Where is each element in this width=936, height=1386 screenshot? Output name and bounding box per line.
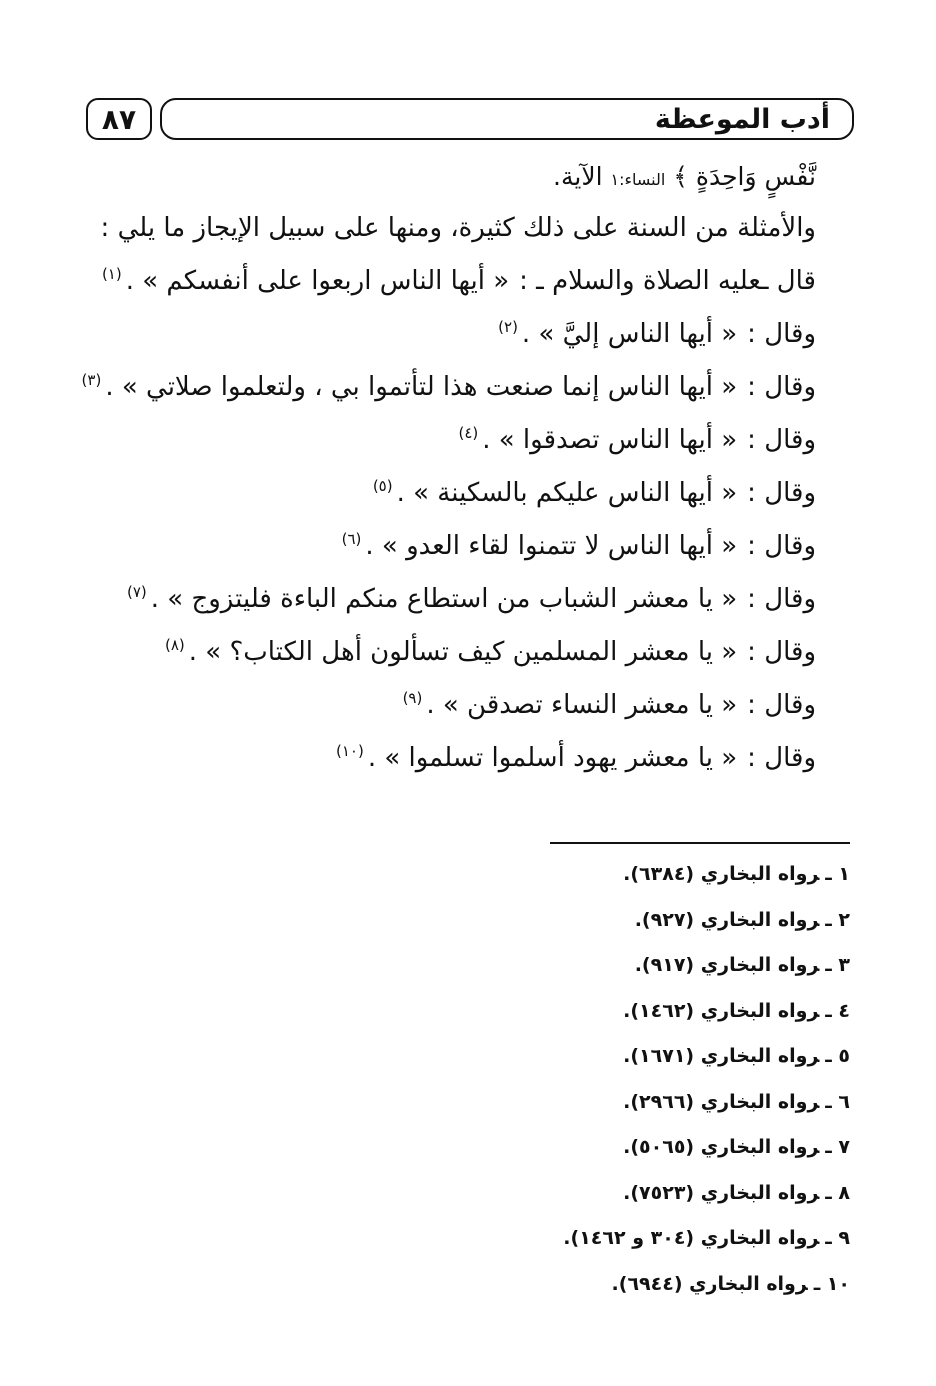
verse-line xyxy=(96,152,816,202)
verse-tail: الآية. xyxy=(553,162,603,191)
hadith-prefix: وقال : xyxy=(747,584,816,614)
footnote-marker: (٨) xyxy=(165,636,185,655)
hadith-list xyxy=(81,255,816,785)
footnote-marker: (٧) xyxy=(126,583,147,602)
hadith-text: « يا معشر الشباب من استطاع منكم الباءة فليتزوج » . xyxy=(150,584,738,614)
hadith-text: « يا معشر النساء تصدقن » . xyxy=(426,690,738,720)
hadith-prefix: وقال : xyxy=(747,478,816,508)
hadith-prefix: وقال : xyxy=(747,319,816,349)
footnote xyxy=(450,1034,850,1080)
footnote xyxy=(450,943,850,989)
hadith-text: « أيها الناس اربعوا على أنفسكم » . xyxy=(125,266,510,296)
footnote-text: رواه البخاري (٧٥٢٣). xyxy=(623,1181,820,1204)
footnote-text: رواه البخاري (١٦٧١). xyxy=(623,1045,820,1067)
footnote-number: ٢ ـ xyxy=(825,908,850,931)
footnote-marker: (٢) xyxy=(498,318,518,337)
footnote-number: ٤ ـ xyxy=(825,999,850,1022)
footnote-text: رواه البخاري (٥٠٦٥). xyxy=(623,1136,820,1158)
footnote-divider xyxy=(550,842,850,844)
footnote-marker: (٣) xyxy=(81,371,102,390)
footnote xyxy=(450,852,850,898)
hadith-prefix: وقال : xyxy=(747,425,816,455)
footnote xyxy=(450,1171,850,1217)
footnote-text: رواه البخاري (٦٣٨٤). xyxy=(623,863,820,885)
hadith-line xyxy=(96,573,816,626)
hadith-prefix: قال ـعليه الصلاة والسلام ـ : xyxy=(519,266,816,296)
footnote-number: ١ ـ xyxy=(825,863,850,885)
verse-reference: النساء:١ xyxy=(610,170,666,189)
hadith-line xyxy=(96,308,816,361)
page-number-text: ٨٧ xyxy=(101,102,137,136)
footnote xyxy=(450,989,850,1035)
footnote-marker: (٤) xyxy=(458,424,479,443)
footnotes xyxy=(450,852,850,1307)
hadith-line xyxy=(96,255,816,308)
footnote xyxy=(450,1125,850,1171)
hadith-prefix: وقال : xyxy=(747,743,816,773)
footnote-number: ٧ ـ xyxy=(825,1136,850,1158)
hadith-prefix: وقال : xyxy=(747,690,816,720)
hadith-line xyxy=(96,467,816,520)
footnote-text: رواه البخاري (٢٩٦٦). xyxy=(623,1090,820,1113)
hadith-text: « أيها الناس لا تتمنوا لقاء العدو » . xyxy=(365,531,738,561)
book-title: أدب الموعظة xyxy=(654,103,830,135)
hadith-prefix: وقال : xyxy=(747,637,816,667)
hadith-text: « أيها الناس إليَّ » . xyxy=(521,319,738,349)
footnote-marker: (١) xyxy=(101,265,122,284)
footnote-text: رواه البخاري (٦٩٤٤). xyxy=(611,1272,808,1295)
hadith-text: « أيها الناس إنما صنعت هذا لتأتموا بي ، ولتعلموا صلاتي » . xyxy=(105,372,738,402)
hadith-prefix: وقال : xyxy=(747,372,816,402)
footnote-number: ٥ ـ xyxy=(825,1045,850,1067)
main-text xyxy=(81,152,816,785)
hadith-line xyxy=(81,361,816,414)
hadith-text: « أيها الناس عليكم بالسكينة » . xyxy=(396,478,738,508)
hadith-line xyxy=(96,732,816,785)
footnote-number: ٨ ـ xyxy=(825,1181,850,1204)
footnote-marker: (٥) xyxy=(372,477,393,496)
hadith-line xyxy=(96,626,816,679)
footnote xyxy=(450,898,850,944)
intro-line: والأمثلة من السنة على ذلك كثيرة، ومنها على سبيل الإيجاز ما يلي : xyxy=(100,213,816,243)
hadith-line xyxy=(96,679,816,732)
footnote-marker: (٦) xyxy=(341,530,362,549)
footnote xyxy=(450,1216,850,1262)
footnote-text: رواه البخاري (٣٠٤ و ١٤٦٢). xyxy=(563,1227,820,1249)
footnote-marker: (١٠) xyxy=(335,742,364,761)
footnote-number: ٦ ـ xyxy=(825,1090,850,1113)
footnote-text: رواه البخاري (٩١٧). xyxy=(634,954,820,976)
hadith-text: « يا معشر يهود أسلموا تسلموا » . xyxy=(367,743,738,773)
hadith-line xyxy=(96,520,816,573)
footnote-number: ١٠ ـ xyxy=(813,1272,850,1295)
footnote-text: رواه البخاري (٩٢٧). xyxy=(634,908,820,931)
footnote xyxy=(450,1262,850,1308)
verse-text: نَّفْسٍ وَاحِدَةٍ ﴾ xyxy=(673,162,816,191)
footnote-text: رواه البخاري (١٤٦٢). xyxy=(623,999,820,1022)
hadith-line xyxy=(96,414,816,467)
footnote-number: ٣ ـ xyxy=(825,954,850,976)
hadith-prefix: وقال : xyxy=(747,531,816,561)
footnote-number: ٩ ـ xyxy=(825,1227,850,1249)
hadith-text: « أيها الناس تصدقوا » . xyxy=(482,425,738,455)
hadith-text: « يا معشر المسلمين كيف تسألون أهل الكتاب؟ » . xyxy=(188,637,738,667)
footnote xyxy=(450,1080,850,1126)
running-header xyxy=(160,98,854,140)
footnote-marker: (٩) xyxy=(402,689,423,708)
page-number xyxy=(86,98,152,140)
